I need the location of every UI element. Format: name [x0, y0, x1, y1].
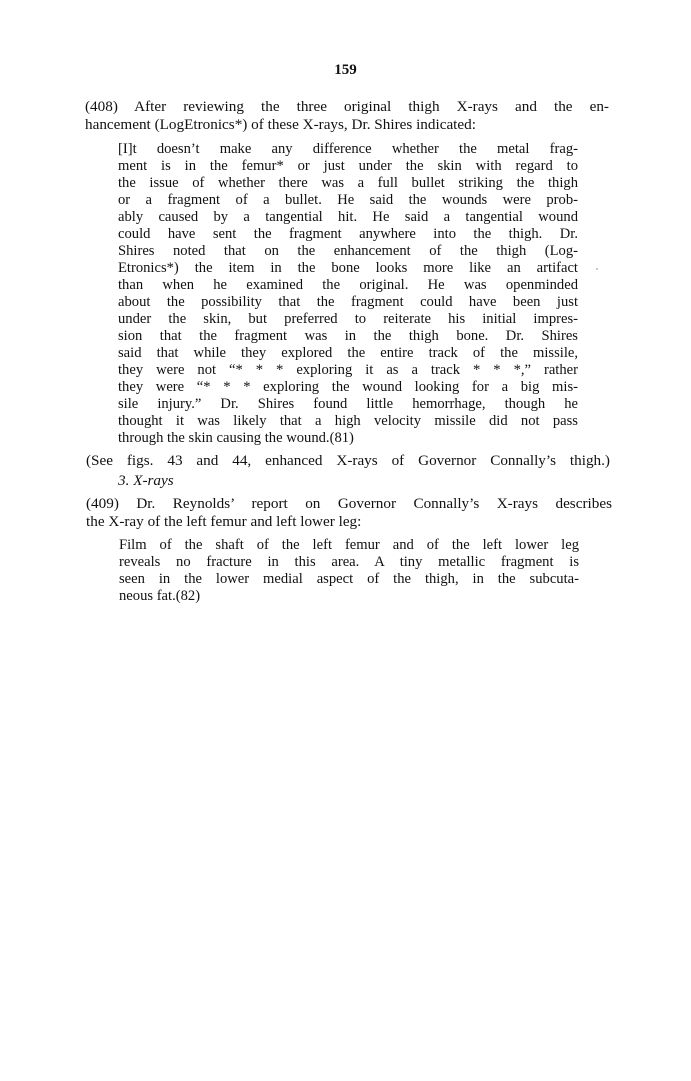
- quote-line: ably caused by a tangential hit. He said a tangential wound: [118, 209, 578, 225]
- figure-reference: (See figs. 43 and 44, enhanced X-rays of Governor Connally’s thigh.): [86, 452, 610, 469]
- text-line: hancement (LogEtronics*) of these X-rays, Dr. Shires indicated:: [85, 116, 476, 133]
- text-line: (408) After reviewing the three original thigh X-rays and the en-: [85, 98, 609, 115]
- quote-line: Etronics*) the item in the bone looks more like an artifact: [118, 260, 578, 276]
- quote-line: Shires noted that on the enhancement of the thigh (Log-: [118, 243, 578, 259]
- quote-line: they were “* * * exploring the wound looking for a big mis-: [118, 379, 578, 395]
- quote-line: or a fragment of a bullet. He said the wounds were prob-: [118, 192, 578, 208]
- quote-line: under the skin, but preferred to reiterate his initial impres-: [118, 311, 578, 327]
- scan-speck: [596, 268, 598, 270]
- page-number: 159: [334, 62, 357, 78]
- quote-line: they were not “* * * exploring it as a track * * *,” rather: [118, 362, 578, 378]
- quote-line: thought it was likely that a high velocity missile did not pass: [118, 413, 578, 429]
- quote-line: through the skin causing the wound.(81): [118, 430, 354, 446]
- quote-line: sile injury.” Dr. Shires found little hemorrhage, though he: [118, 396, 578, 412]
- quote-line: [I]t doesn’t make any difference whether the metal frag-: [118, 141, 578, 157]
- quote-line: Film of the shaft of the left femur and of the left lower leg: [119, 537, 579, 553]
- quote-line: than when he examined the original. He was openminded: [118, 277, 578, 293]
- quote-line: could have sent the fragment anywhere into the thigh. Dr.: [118, 226, 578, 242]
- quote-line: sion that the fragment was in the thigh bone. Dr. Shires: [118, 328, 578, 344]
- quote-line: said that while they explored the entire track of the missile,: [118, 345, 578, 361]
- quote-line: reveals no fracture in this area. A tiny metallic fragment is: [119, 554, 579, 570]
- quote-line: about the possibility that the fragment could have been just: [118, 294, 578, 310]
- quote-line: seen in the lower medial aspect of the thigh, in the subcuta-: [119, 571, 579, 587]
- section-heading: 3. X-rays: [118, 472, 174, 489]
- text-line: the X-ray of the left femur and left lower leg:: [86, 513, 362, 530]
- quote-line: ment is in the femur* or just under the skin with regard to: [118, 158, 578, 174]
- quote-line: the issue of whether there was a full bullet striking the thigh: [118, 175, 578, 191]
- quote-line: neous fat.(82): [119, 588, 201, 604]
- text-line: (409) Dr. Reynolds’ report on Governor Connally’s X-rays describes: [86, 495, 612, 512]
